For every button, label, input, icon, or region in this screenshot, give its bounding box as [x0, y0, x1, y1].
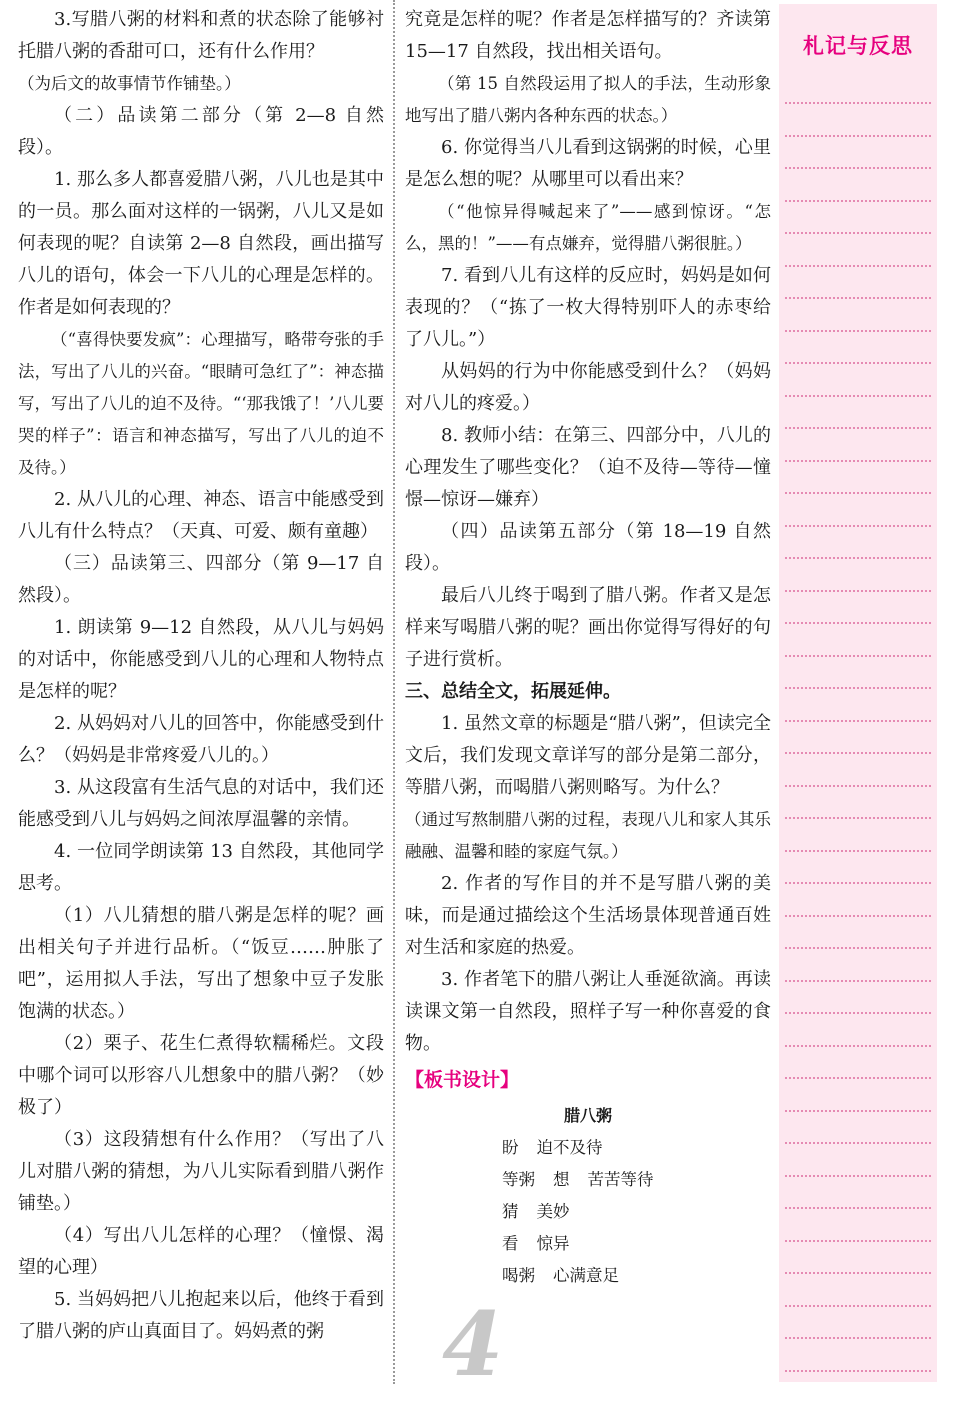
- notes-line: [785, 1337, 931, 1339]
- notes-line: [785, 167, 931, 169]
- notes-line: [785, 980, 931, 982]
- notes-line: [785, 265, 931, 267]
- notes-line: [785, 135, 931, 137]
- notes-line: [785, 1110, 931, 1112]
- notes-line: [785, 102, 931, 104]
- notes-line: [785, 427, 931, 429]
- paragraph: （为后文的故事情节作铺垫。）: [18, 74, 241, 93]
- notes-line: [785, 720, 931, 722]
- paragraph: （4）写出八儿怎样的心理？（憧憬、渴望的心理）: [18, 1225, 384, 1278]
- notes-line: [785, 1045, 931, 1047]
- board-cell: 想: [553, 1170, 570, 1189]
- paragraph: （第 15 自然段运用了拟人的手法，生动形象地写出了腊八粥内各种东西的状态。）: [405, 74, 771, 125]
- notes-line: [785, 1012, 931, 1014]
- notes-line: [785, 655, 931, 657]
- board-design: [405, 1100, 771, 1292]
- notes-line: [785, 1175, 931, 1177]
- notes-line: [785, 947, 931, 949]
- notes-line: [785, 362, 931, 364]
- right-column-paragraphs: [405, 4, 771, 676]
- paragraph: （1）八儿猜想的腊八粥是怎样的呢？画出相关句子并进行品析。（“饭豆……肿胀了吧”，运用拟人手法，写出了想象中豆子发胀饱满的状态。）: [18, 905, 384, 1022]
- paragraph: （3）这段猜想有什么作用？（写出了八儿对腊八粥的猜想，为八儿实际看到腊八粥作铺垫。）: [18, 1129, 384, 1214]
- board-title: 腊八粥: [563, 1106, 612, 1125]
- notes-line: [785, 915, 931, 917]
- notes-line: [785, 492, 931, 494]
- paragraph: 3. 作者笔下的腊八粥让人垂涎欲滴。再读读课文第一自然段，照样子写一种你喜爱的食物。: [405, 969, 771, 1054]
- paragraph: （二）品读第二部分（第 2—8 自然段）。: [18, 105, 384, 158]
- board-cell: 惊异: [536, 1234, 570, 1253]
- notes-line: [785, 752, 931, 754]
- paragraph: （“他惊异得喊起来了”——感到惊讶。“怎么，黑的！”——有点嫌弃，觉得腊八粥很脏。）: [405, 202, 771, 253]
- paragraph: 从妈妈的行为中你能感受到什么？（妈妈对八儿的疼爱。）: [405, 361, 771, 414]
- board-cell: 猜: [502, 1202, 519, 1221]
- sidebar-title: 札记与反思: [803, 34, 913, 58]
- paragraph: 1. 虽然文章的标题是“腊八粥”，但读完全文后，我们发现文章详写的部分是第二部分，等腊八粥，而喝腊八粥则略写。为什么？: [405, 713, 771, 798]
- board-row: [405, 1132, 771, 1164]
- board-cell: 美妙: [536, 1202, 570, 1221]
- board-cell: 心满意足: [553, 1266, 619, 1285]
- paragraph: 4. 一位同学朗读第 13 自然段，其他同学思考。: [18, 841, 384, 894]
- notes-line: [785, 200, 931, 202]
- board-design-label: 【板书设计】: [405, 1069, 520, 1091]
- paragraph: 1. 朗读第 9—12 自然段，从八儿与妈妈的对话中，你能感受到八儿的心理和人物特点是怎样的呢？: [18, 617, 384, 702]
- notes-line: [785, 687, 931, 689]
- paragraph: （2）栗子、花生仁煮得软糯稀烂。文段中哪个词可以形容八儿想象中的腊八粥？（妙极了）: [18, 1033, 384, 1118]
- board-cell: 等粥: [502, 1170, 535, 1189]
- paragraph: 8. 教师小结：在第三、四部分中，八儿的心理发生了哪些变化？（迫不及待—等待—憧憬—惊讶—嫌弃）: [405, 425, 771, 510]
- notes-line: [785, 817, 931, 819]
- paragraph: 究竟是怎样的呢？作者是怎样描写的？齐读第 15—17 自然段，找出相关语句。: [405, 9, 771, 62]
- notes-line: [785, 590, 931, 592]
- board-cell: 盼: [502, 1138, 519, 1157]
- notes-line: [785, 1142, 931, 1144]
- notes-line: [785, 525, 931, 527]
- notes-line: [785, 1305, 931, 1307]
- notes-line: [785, 1077, 931, 1079]
- notes-line: [785, 330, 931, 332]
- paragraph: 最后八儿终于喝到了腊八粥。作者又是怎样来写喝腊八粥的呢？画出你觉得写得好的句子进行赏析。: [405, 585, 771, 670]
- section-paragraphs: [405, 708, 771, 1060]
- paragraph: 2. 作者的写作目的并不是写腊八粥的美味，而是通过描绘这个生活场景体现普通百姓对生活和家庭的热爱。: [405, 873, 771, 958]
- board-row: [405, 1260, 771, 1292]
- board-cell: 苦苦等待: [587, 1170, 654, 1189]
- right-column: [405, 4, 771, 1292]
- board-cell: 看: [502, 1234, 519, 1253]
- paragraph: 3. 从这段富有生活气息的对话中，我们还能感受到八儿与妈妈之间浓厚温馨的亲情。: [18, 777, 384, 830]
- notes-line: [785, 882, 931, 884]
- notes-line: [785, 297, 931, 299]
- board-cell: 喝粥: [502, 1266, 535, 1285]
- paragraph: 5. 当妈妈把八儿抱起来以后，他终于看到了腊八粥的庐山真面目了。妈妈煮的粥: [18, 1289, 384, 1342]
- board-row: [405, 1196, 771, 1228]
- section-heading: 三、总结全文，拓展延伸。: [405, 681, 621, 702]
- notes-line: [785, 850, 931, 852]
- board-row: [405, 1164, 771, 1196]
- paragraph: 2. 从妈妈对八儿的回答中，你能感受到什么？（妈妈是非常疼爱八儿的。）: [18, 713, 384, 766]
- paragraph: 2. 从八儿的心理、神态、语言中能感受到八儿有什么特点？（天真、可爱、颇有童趣）: [18, 489, 384, 542]
- notes-line: [785, 622, 931, 624]
- notes-line: [785, 460, 931, 462]
- paragraph: 7. 看到八儿有这样的反应时，妈妈是如何表现的？（“拣了一枚大得特别吓人的赤枣给了八儿。”）: [405, 265, 771, 350]
- left-column: [18, 4, 384, 1348]
- notes-line: [785, 232, 931, 234]
- notes-line: [785, 1370, 931, 1372]
- paragraph: （“喜得快要发疯”：心理描写，略带夸张的手法，写出了八儿的兴奋。“眼睛可急红了”：神态描写，写出了八儿的迫不及待。“‘那我饿了！’八儿要哭的样子”：语言和神态描写，写出了八儿的迫不及待。）: [18, 330, 384, 477]
- notes-line: [785, 1207, 931, 1209]
- page-number: 4: [442, 1292, 504, 1396]
- paragraph: （三）品读第三、四部分（第 9—17 自然段）。: [18, 553, 384, 606]
- notes-line: [785, 785, 931, 787]
- notes-sidebar: [779, 4, 937, 1382]
- board-row: [405, 1228, 771, 1260]
- paragraph: 1. 那么多人都喜爱腊八粥，八儿也是其中的一员。那么面对这样的一锅粥，八儿又是如何表现的呢？自读第 2—8 自然段，画出描写八儿的语句，体会一下八儿的心理是怎样的。作者是如何表现的？: [18, 169, 384, 318]
- paragraph: 3.写腊八粥的材料和煮的状态除了能够衬托腊八粥的香甜可口，还有什么作用？: [18, 9, 384, 62]
- column-divider: [393, 0, 395, 1384]
- board-rows: [405, 1132, 771, 1292]
- board-cell: 迫不及待: [536, 1138, 603, 1157]
- paragraph: （四）品读第五部分（第 18—19 自然段）。: [405, 521, 771, 574]
- notes-line: [785, 557, 931, 559]
- notes-line: [785, 1240, 931, 1242]
- notes-line: [785, 395, 931, 397]
- paragraph: （通过写熬制腊八粥的过程，表现八儿和家人其乐融融、温馨和睦的家庭气氛。）: [405, 810, 771, 861]
- paragraph: 6. 你觉得当八儿看到这锅粥的时候，心里是怎么想的呢？从哪里可以看出来？: [405, 137, 771, 190]
- notes-line: [785, 1272, 931, 1274]
